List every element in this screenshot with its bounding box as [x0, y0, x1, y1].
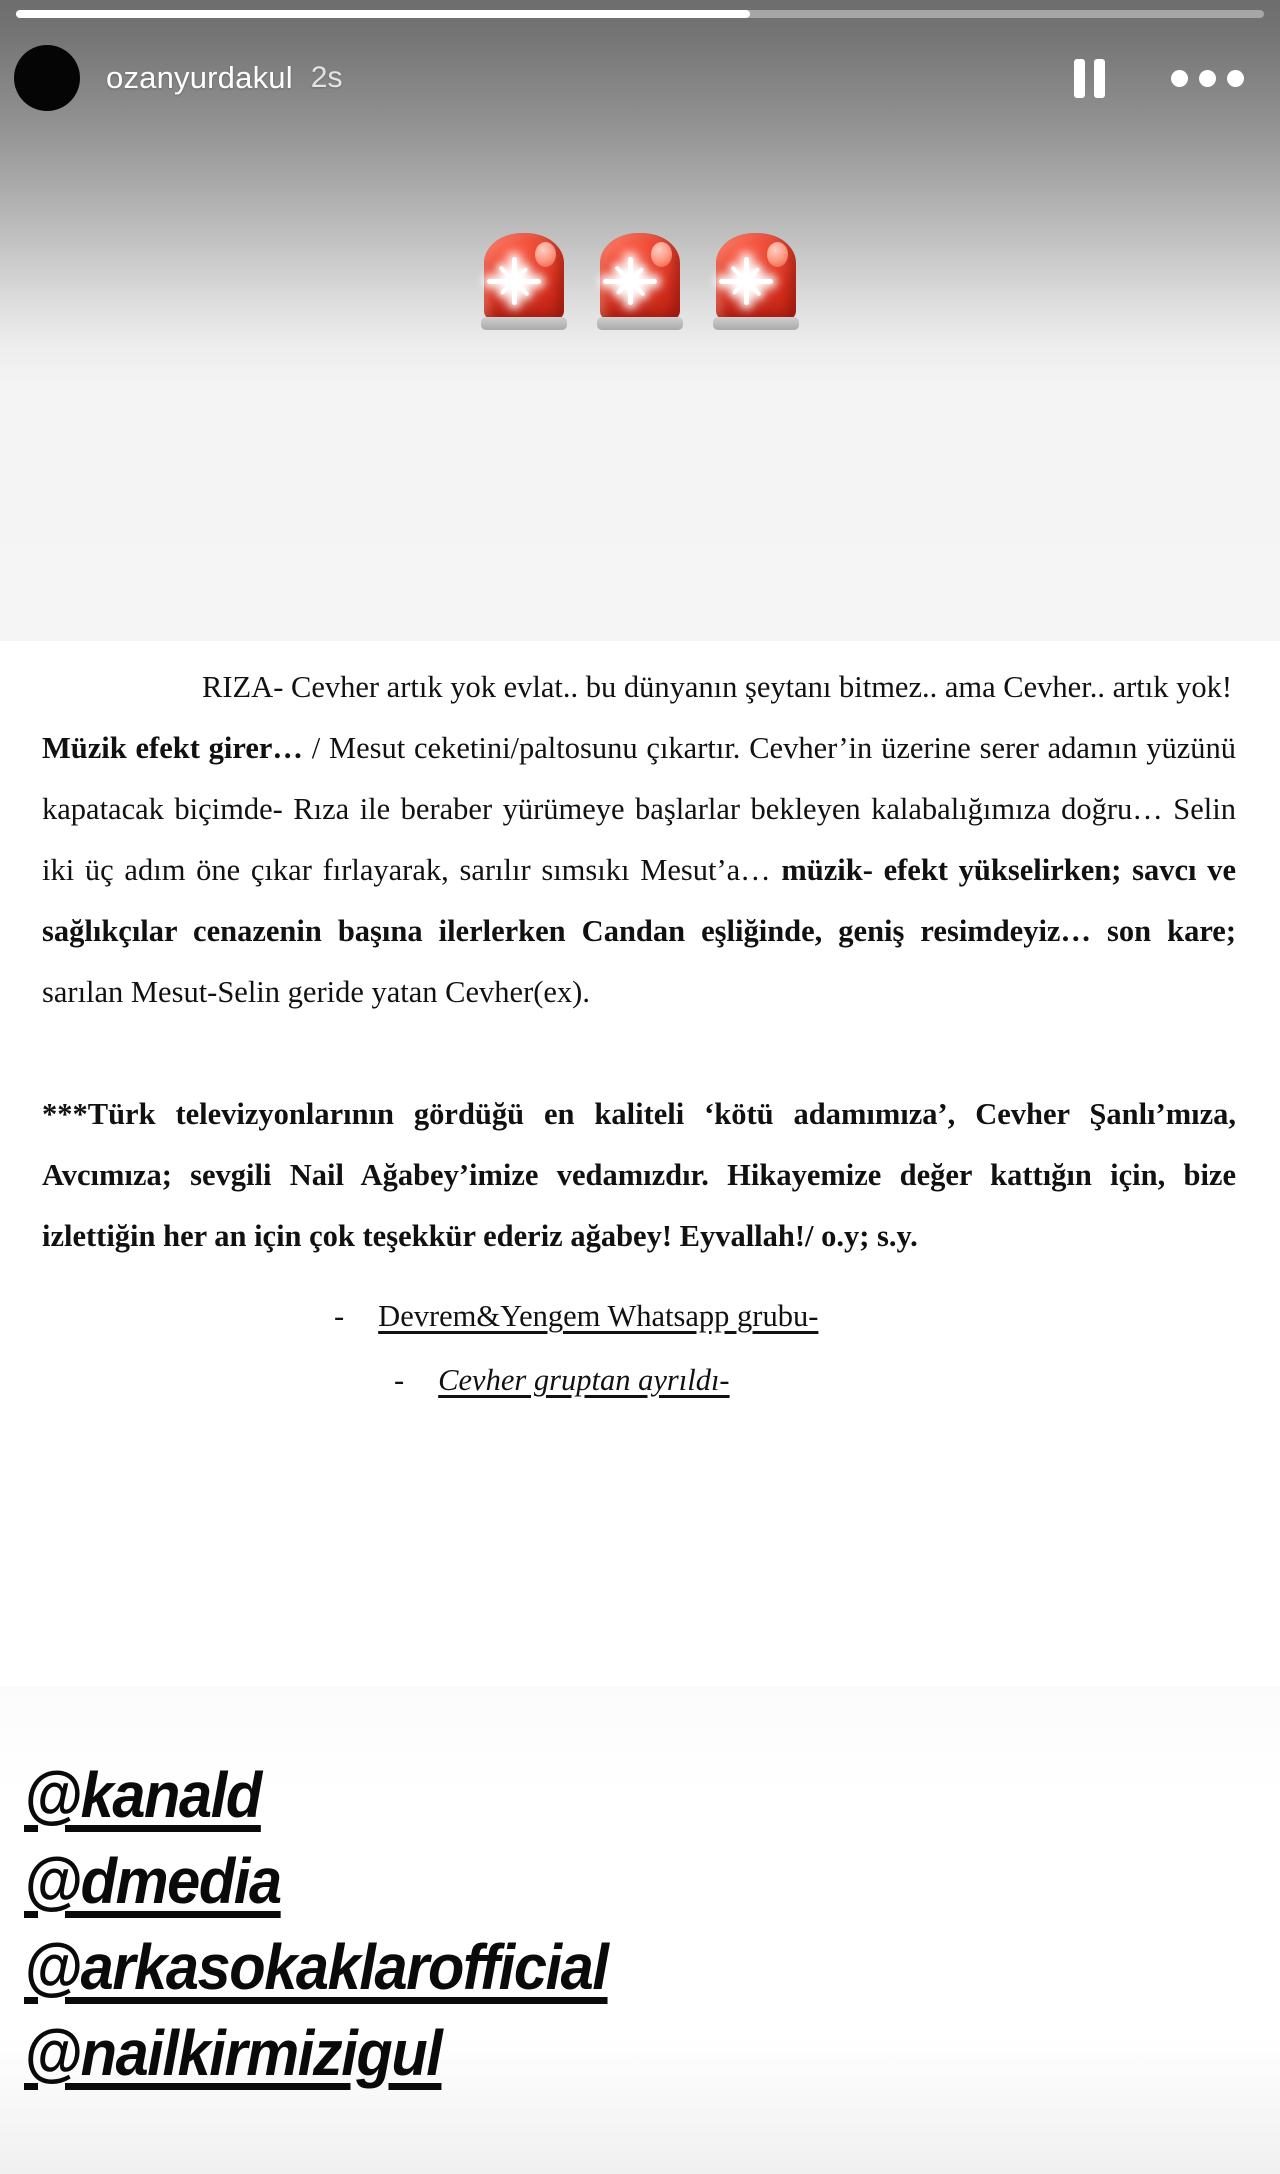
- rotating-light-siren-emoji: [709, 222, 803, 330]
- mention-sticker[interactable]: @arkasokaklarofficial: [24, 1931, 608, 2003]
- more-options-icon[interactable]: [1171, 70, 1244, 87]
- siren-base: [481, 317, 567, 330]
- tribute-paragraph: ***Türk televizyonlarının gördüğü en kaliteli ‘kötü adamımıza’, Cevher Şanlı’mıza, Avcımıza; sevgili Nail Ağabey’imize vedamızdır. Hikayemize değer kattığın için, bize izlettiğin her an için çok teşekkür ederiz ağabey! Eyvallah!/ o.y; s.y.: [42, 1097, 1236, 1253]
- story-progress-bar[interactable]: [16, 10, 1264, 18]
- dot-one: [1171, 70, 1188, 87]
- story-progress-fill: [16, 10, 750, 18]
- whatsapp-group-line: [42, 1293, 1236, 1339]
- document-text: [0, 641, 1280, 1403]
- scene-plain-two: sarılan Mesut-Selin geride yatan Cevher(ex).: [42, 975, 590, 1009]
- story-mentions-block: [0, 1686, 1280, 2174]
- scene-plain-one: / Mesut ceketini/paltosunu çıkartır. Cevher’in üzerine serer adamın yüzünü kapatacak biçimde- Rıza ile beraber yürümeye başlarlar bekleyen kalabalığımıza doğru… Selin iki üç adım öne çıkar fırlayarak, sarılır sımsıkı Mesut’a…: [42, 731, 1236, 887]
- dot-three: [1227, 70, 1244, 87]
- bullet-dash: -: [334, 1299, 345, 1333]
- scene-paragraph: [42, 718, 1236, 1023]
- whatsapp-left-notice: Cevher gruptan ayrıldı-: [438, 1363, 730, 1397]
- dot-two: [1199, 70, 1216, 87]
- pause-icon[interactable]: [1074, 59, 1105, 98]
- mention-sticker[interactable]: @dmedia: [24, 1845, 281, 1917]
- whatsapp-left-line: [42, 1357, 1236, 1403]
- siren-base: [597, 317, 683, 330]
- avatar[interactable]: [14, 45, 80, 111]
- siren-emoji-row: [0, 222, 1280, 330]
- rotating-light-siren-emoji: [477, 222, 571, 330]
- pause-bar-left: [1074, 59, 1085, 98]
- mention-sticker[interactable]: @kanald: [24, 1759, 261, 1831]
- scene-bold-lead: Müzik efekt girer…: [42, 731, 303, 765]
- paragraph-spacer: [42, 1023, 1236, 1084]
- siren-core: [507, 274, 523, 290]
- dialogue-paragraph: RIZA- Cevher artık yok evlat.. bu dünyanın şeytanı bitmez.. ama Cevher.. artık yok!: [202, 670, 1232, 704]
- whatsapp-group-name: Devrem&Yengem Whatsapp grubu-: [378, 1299, 819, 1333]
- siren-core: [739, 274, 755, 290]
- siren-base: [713, 317, 799, 330]
- story-username[interactable]: ozanyurdakul: [106, 60, 293, 95]
- siren-core: [623, 274, 639, 290]
- pause-bar-right: [1094, 59, 1105, 98]
- story-timestamp: 2s: [310, 61, 343, 94]
- story-header: [0, 38, 1280, 118]
- scene-bold-mid: müzik- efekt yükselirken; savcı ve sağlıkçılar cenazenin başına ilerlerken Candan eşliğinde, geniş resimdeyiz… son kare;: [42, 853, 1236, 948]
- mention-sticker[interactable]: @nailkirmizigul: [24, 2017, 442, 2089]
- story-header-actions: [1074, 59, 1244, 98]
- script-document-image: [0, 641, 1280, 1686]
- rotating-light-siren-emoji: [593, 222, 687, 330]
- bullet-dash: -: [394, 1363, 405, 1397]
